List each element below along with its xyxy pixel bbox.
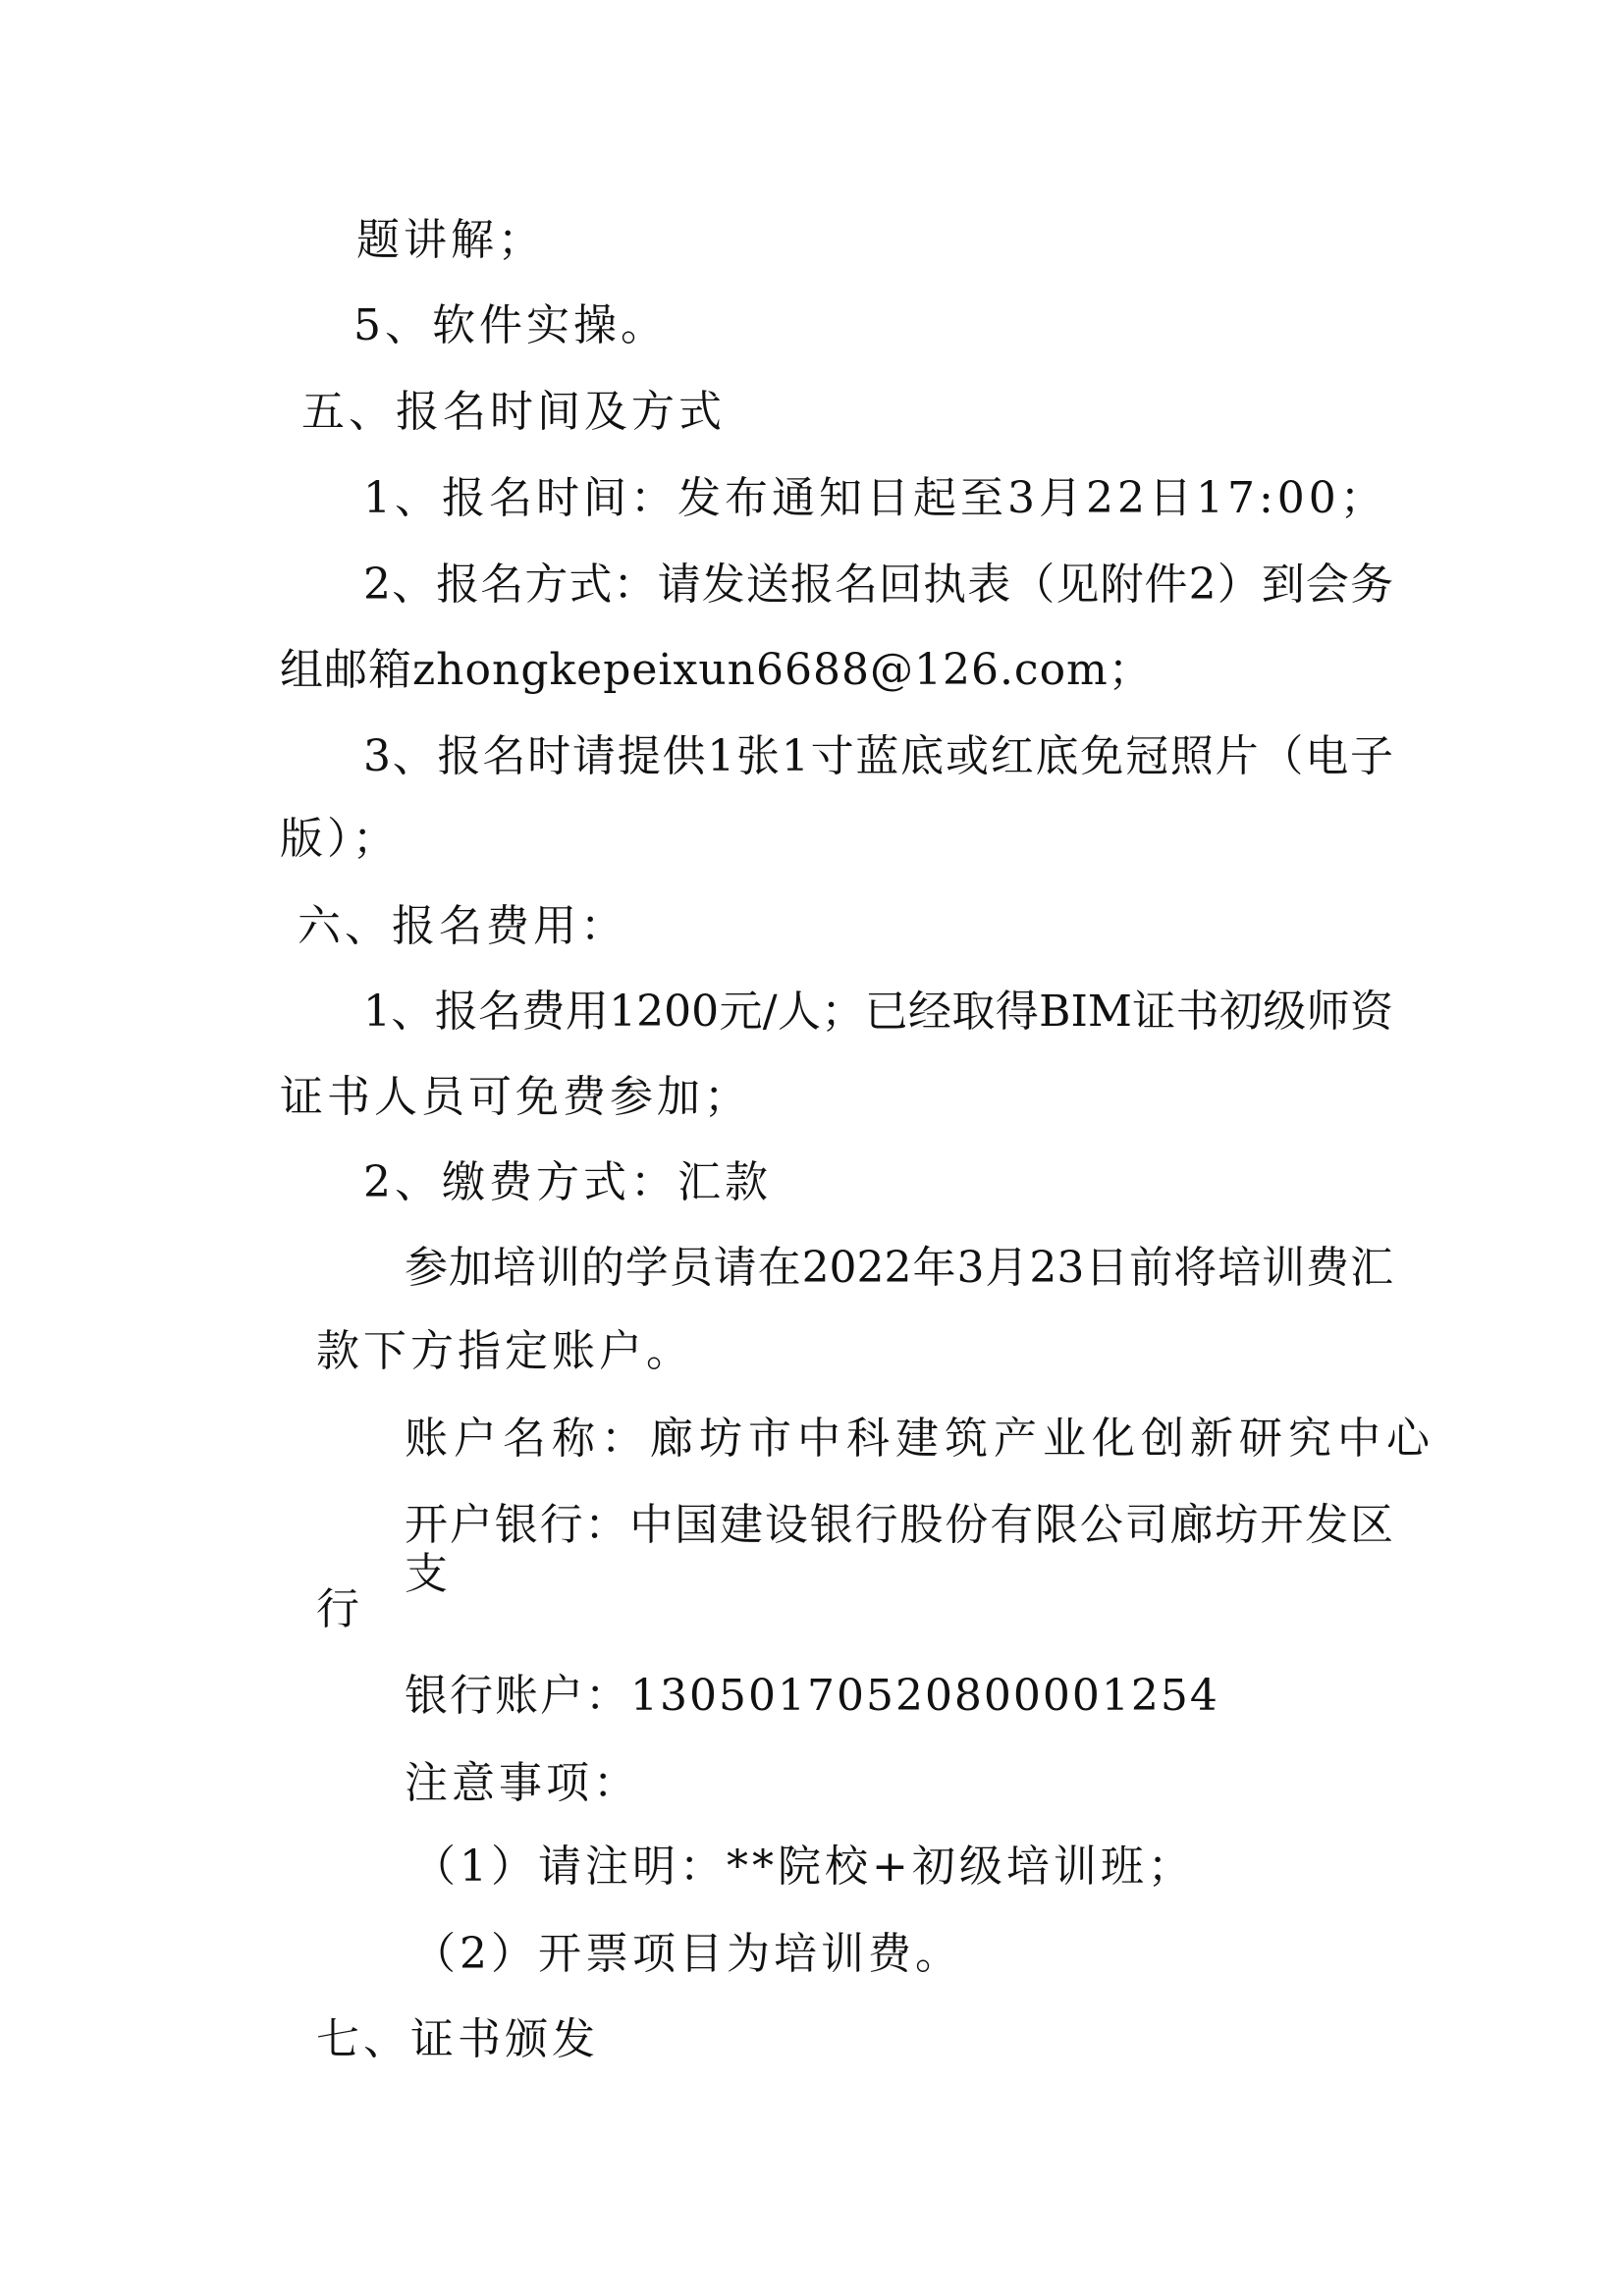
note-item-2: （2）开票项目为培训费。 [412,1929,962,1979]
bank-name: 开户银行：中国建设银行股份有限公司廊坊开发区支 [405,1500,1393,1599]
paragraph-line: 行 [316,1584,363,1634]
payment-deadline: 参加培训的学员请在2022年3月23日前将培训费汇 [405,1243,1393,1293]
photo-requirement: 3、报名时请提供1张1寸蓝底或红底免冠照片（电子 [363,731,1393,781]
paragraph-line: 款下方指定账户。 [316,1326,693,1376]
registration-time: 1、报名时间：发布通知日起至3月22日17:00； [363,473,1387,523]
notes-heading: 注意事项： [405,1758,640,1808]
registration-email: 组邮箱zhongkepeixun6688@126.com； [280,645,1153,695]
bank-account-number: 银行账户：13050170520800001254 [405,1671,1219,1721]
paragraph-line: 证书人员可免费参加； [280,1072,751,1122]
section-heading-registration: 五、报名时间及方式 [301,387,726,437]
payment-method: 2、缴费方式：汇款 [363,1157,772,1207]
paragraph-line: 版）； [280,814,400,864]
registration-method: 2、报名方式：请发送报名回执表（见附件2）到会务 [363,560,1393,610]
note-item-1: （1）请注明：**院校+初级培训班； [412,1842,1195,1892]
registration-fee: 1、报名费用1200元/人；已经取得BIM证书初级师资 [363,987,1393,1037]
section-heading-certificate: 七、证书颁发 [316,2014,599,2064]
account-name: 账户名称：廊坊市中科建筑产业化创新研究中心 [405,1414,1435,1464]
list-item-software-practice: 5、软件实操。 [353,300,668,350]
section-heading-fees: 六、报名费用： [298,901,627,951]
paragraph-line: 题讲解； [356,215,545,265]
